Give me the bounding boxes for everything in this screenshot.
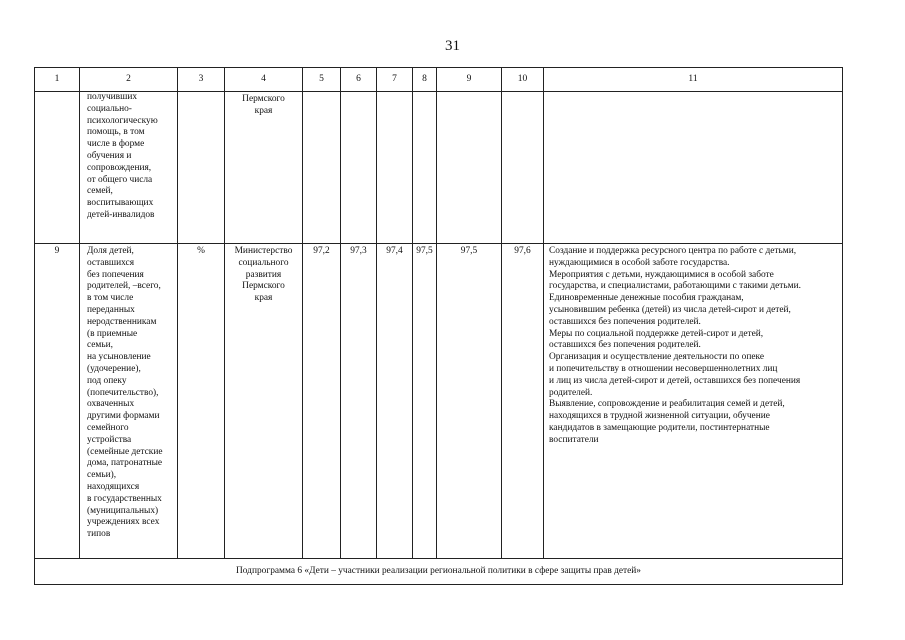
indicator-line: находящихся	[87, 481, 140, 492]
col-header-4: 4	[225, 68, 303, 92]
indicator-line: неродственникам	[87, 316, 157, 327]
indicator-line: Доля детей,	[87, 246, 134, 256]
col-header-3: 3	[178, 68, 225, 92]
measures-cell	[544, 92, 843, 244]
responsible-cell	[225, 244, 303, 559]
col-header-11: 11	[544, 68, 843, 92]
indicator-line: (муниципальных)	[87, 505, 159, 516]
indicator-line: охваченных	[87, 399, 135, 410]
indicator-line: родителей, –всего,	[87, 281, 161, 292]
indicator-line: от общего числа	[87, 174, 153, 185]
indicator-line: обучения и	[87, 150, 132, 161]
indicators-table	[34, 67, 843, 585]
indicator-line: сопровождения,	[87, 162, 152, 173]
unit-cell	[178, 92, 225, 244]
indicator-line: в том числе	[87, 293, 134, 304]
indicator-line: числе в форме	[87, 139, 145, 150]
measure-line: и попечительству в отношении несовершеннолетних лиц	[549, 363, 778, 374]
row-number: 9	[35, 244, 80, 559]
table-row	[35, 244, 843, 559]
indicator-line: (семейные детские	[87, 446, 163, 457]
indicator-line: помощь, в том	[87, 127, 145, 138]
indicator-line: переданных	[87, 304, 135, 315]
value-cell-5: 97,2	[303, 244, 341, 559]
indicator-line: типов	[87, 529, 111, 540]
measure-line: оставшихся без попечения родителей.	[549, 340, 701, 351]
measure-line: Меры по социальной поддержке детей-сирот и детей,	[549, 328, 764, 339]
measure-line: находящихся в трудной жизненной ситуации, обучение	[549, 411, 770, 422]
table-row	[35, 92, 843, 244]
indicator-line: (в приемные	[87, 328, 138, 339]
responsible-line: социального	[238, 257, 289, 268]
column-header-row	[35, 68, 843, 92]
value-cell-8: 97,5	[413, 244, 437, 559]
measure-line: Мероприятия с детьми, нуждающимися в особой заботе	[549, 269, 774, 280]
value-cell-7: 97,4	[377, 244, 413, 559]
col-header-10: 10	[502, 68, 544, 92]
value-cell-6: 97,3	[341, 244, 377, 559]
indicator-line: устройства	[87, 434, 132, 445]
subprogram-row	[35, 559, 843, 585]
indicator-line: семьи),	[87, 470, 117, 481]
indicator-line: оставшихся	[87, 257, 135, 268]
value-cell-5	[303, 92, 341, 244]
responsible-line: Пермского	[242, 94, 285, 104]
col-header-1: 1	[35, 68, 80, 92]
col-header-7: 7	[377, 68, 413, 92]
measure-line: усыновившим ребенка (детей) из числа детей-сирот и детей,	[549, 304, 791, 315]
value-cell-10	[502, 92, 544, 244]
col-header-5: 5	[303, 68, 341, 92]
measure-line: оставшихся без попечения родителей.	[549, 316, 701, 327]
value-cell-6	[341, 92, 377, 244]
measure-line: Единовременные денежные пособия гражданам,	[549, 293, 744, 304]
measure-line: воспитатели	[549, 434, 599, 445]
value-cell-9	[437, 92, 502, 244]
indicator-line: семейного	[87, 422, 129, 433]
indicator-line: социально-	[87, 103, 132, 114]
value-cell-8	[413, 92, 437, 244]
col-header-8: 8	[413, 68, 437, 92]
col-header-2: 2	[80, 68, 178, 92]
measures-cell	[544, 244, 843, 559]
indicator-line: дома, патронатные	[87, 458, 163, 469]
indicator-line: семей,	[87, 186, 113, 197]
indicator-line: семьи,	[87, 340, 114, 351]
row-number	[35, 92, 80, 244]
measure-line: Выявление, сопровождение и реабилитация семей и детей,	[549, 399, 785, 410]
measure-line: Организация и осуществление деятельности по опеке	[549, 352, 765, 363]
subprogram-title: Подпрограмма 6 «Дети – участники реализации региональной политики в сфере защиты прав детей»	[35, 559, 843, 585]
page-number: 31	[445, 38, 460, 54]
value-cell-9: 97,5	[437, 244, 502, 559]
indicator-line: учреждениях всех	[87, 517, 160, 528]
indicator-line: получивших	[87, 92, 138, 102]
responsible-cell	[225, 92, 303, 244]
indicator-line: (попечительство),	[87, 387, 159, 398]
value-cell-10: 97,6	[502, 244, 544, 559]
indicator-line: (удочерение),	[87, 363, 141, 374]
indicator-line: без попечения	[87, 269, 144, 280]
responsible-line: края	[254, 105, 273, 116]
responsible-line: Пермского	[242, 281, 285, 292]
measure-line: кандидатов в замещающие родители, постинтернатные	[549, 422, 770, 433]
indicator-cell	[80, 244, 178, 559]
indicator-line: под опеку	[87, 375, 127, 386]
col-header-9: 9	[437, 68, 502, 92]
value-cell-7	[377, 92, 413, 244]
indicator-line: в государственных	[87, 493, 162, 504]
measure-line: родителей.	[549, 387, 593, 398]
measure-line: государства, и специалистами, работающими с такими детьми.	[549, 281, 801, 292]
responsible-line: Министерство	[234, 246, 293, 256]
measure-line: Создание и поддержка ресурсного центра по работе с детьми,	[549, 246, 797, 256]
measure-line: нуждающимися в особой заботе государства.	[549, 257, 730, 268]
indicator-line: психологическую	[87, 115, 158, 126]
responsible-line: края	[254, 293, 273, 304]
unit-cell: %	[178, 244, 225, 559]
col-header-6: 6	[341, 68, 377, 92]
measure-line: и лиц из числа детей-сирот и детей, оставшихся без попечения	[549, 375, 801, 386]
indicator-line: воспитывающих	[87, 198, 154, 209]
responsible-line: развития	[245, 269, 282, 280]
indicator-line: детей-инвалидов	[87, 209, 155, 220]
indicator-line: на усыновление	[87, 352, 151, 363]
indicator-line: другими формами	[87, 411, 160, 422]
indicator-cell	[80, 92, 178, 244]
